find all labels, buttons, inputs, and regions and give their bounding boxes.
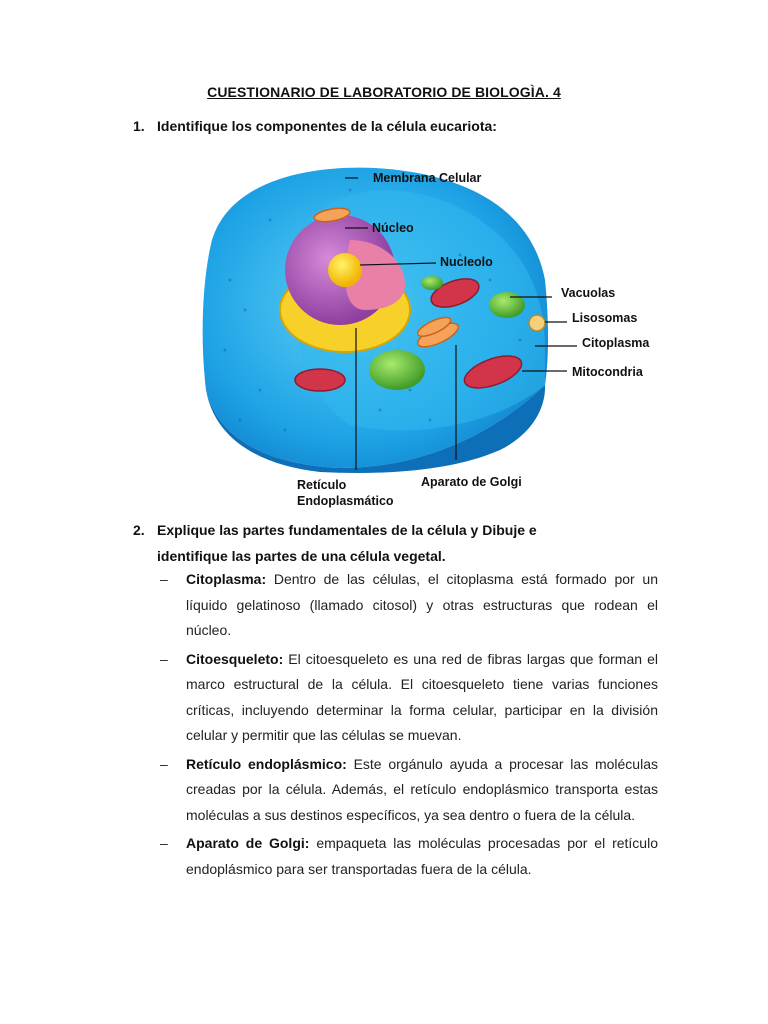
list-item bbox=[160, 647, 658, 749]
label-nucleo: Núcleo bbox=[372, 221, 414, 235]
label-nucleolo: Nucleolo bbox=[440, 255, 493, 269]
label-membrana: Membrana Celular bbox=[373, 171, 482, 185]
question-1-text: Identifique los componentes de la célula eucariota: bbox=[157, 118, 497, 134]
vacuole-shape bbox=[369, 350, 425, 390]
bullet-text: Este orgánulo ayuda a procesar las moléculas creadas por la célula. Además, el retículo endoplásmico transporta estas moléculas a sus destinos específicos, ya sea dentro o fuera de la célula. bbox=[186, 755, 658, 823]
bullet-term: Aparato de Golgi: bbox=[186, 835, 310, 851]
question-2-line2: identifique las partes de una célula vegetal. bbox=[157, 548, 446, 564]
bullet-dash: – bbox=[160, 755, 168, 772]
question-1 bbox=[133, 118, 497, 134]
label-vacuolas: Vacuolas bbox=[561, 286, 616, 300]
bullet-dash: – bbox=[160, 835, 168, 851]
bullet-term: Citoesqueleto: bbox=[186, 650, 284, 667]
list-item bbox=[160, 752, 658, 829]
question-1-number: 1. bbox=[133, 118, 145, 134]
bullet-term: Citoplasma: bbox=[186, 571, 267, 587]
label-reticulo-line1: Retículo bbox=[297, 478, 347, 492]
label-reticulo-line2: Endoplasmático bbox=[297, 494, 394, 508]
bullet-text: El citoesqueleto es una red de fibras largas que forman el marco estructural de la célula. El citoesqueleto tiene varias funciones críticas, incluyendo determinar la forma celular, participar en la división celular y permitir que las células se muevan. bbox=[186, 650, 658, 743]
label-golgi: Aparato de Golgi bbox=[421, 475, 522, 489]
bullet-dash: – bbox=[160, 650, 168, 667]
document-title: CUESTIONARIO DE LABORATORIO DE BIOLOGÌA. 4 bbox=[207, 84, 561, 100]
question-2 bbox=[133, 517, 633, 569]
list-item bbox=[160, 831, 658, 882]
nucleolus-shape bbox=[328, 253, 362, 287]
label-citoplasma: Citoplasma bbox=[582, 336, 650, 350]
question-2-line1: Explique las partes fundamentales de la célula y Dibuje e bbox=[157, 522, 537, 538]
cell-illustration bbox=[200, 160, 670, 520]
bullet-term: Retículo endoplásmico: bbox=[186, 755, 347, 772]
vacuole-tiny-shape bbox=[421, 276, 443, 290]
bullet-text: empaqueta las moléculas procesadas por el retículo endoplásmico para ser transportadas fuera de la célula. bbox=[186, 835, 658, 877]
label-mitocondria: Mitocondria bbox=[572, 365, 643, 379]
label-lisosomas: Lisosomas bbox=[572, 311, 638, 325]
bullet-list bbox=[160, 567, 658, 885]
bullet-text: Dentro de las células, el citoplasma está formado por un líquido gelatinoso (llamado citosol) y otras estructuras que rodean el núcleo. bbox=[186, 571, 658, 638]
eukaryotic-cell-figure bbox=[200, 160, 670, 520]
lysosome-shape bbox=[529, 315, 545, 331]
vacuole-small-shape bbox=[489, 292, 525, 318]
list-item bbox=[160, 567, 658, 644]
question-2-number: 2. bbox=[133, 522, 145, 538]
bullet-dash: – bbox=[160, 571, 168, 587]
